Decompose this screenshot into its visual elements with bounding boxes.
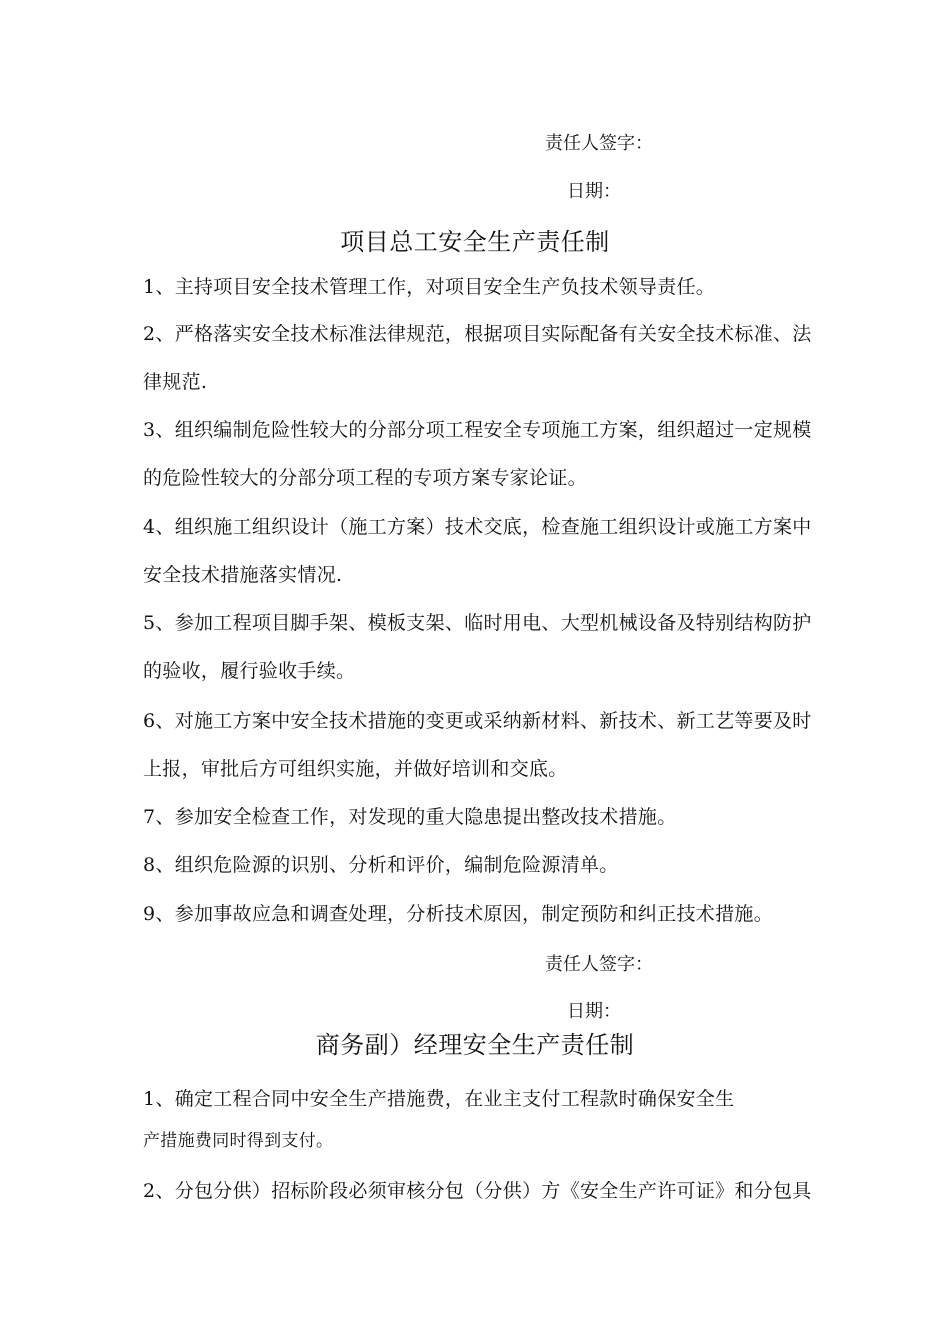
section1-line: 律规范.: [143, 371, 208, 393]
section1-line: 的验收，履行验收手续。: [143, 660, 356, 682]
date-label-section1: 日期：: [567, 1001, 621, 1022]
section1-title: 项目总工安全生产责任制: [340, 228, 610, 256]
section2-title: 商务副）经理安全生产责任制: [315, 1031, 635, 1059]
signature-label-top: 责任人签字：: [545, 133, 653, 154]
section1-line: 2、严格落实安全技术标准法律规范，根据项目实际配备有关安全技术标准、法: [143, 323, 812, 345]
date-label-top: 日期：: [567, 181, 621, 202]
section1-line: 3、组织编制危险性较大的分部分项工程安全专项施工方案，组织超过一定规模: [143, 419, 812, 441]
section1-line: 5、参加工程项目脚手架、模板支架、临时用电、大型机械设备及特别结构防护: [143, 612, 812, 634]
section2-line: 2、分包分供）招标阶段必须审核分包（分供）方《安全生产许可证》和分包具: [143, 1180, 812, 1202]
section1-line: 1、主持项目安全技术管理工作，对项目安全生产负技术领导责任。: [143, 276, 716, 298]
signature-label-section1: 责任人签字：: [545, 954, 653, 975]
section2-line: 产措施费同时得到支付。: [143, 1131, 334, 1151]
section1-line: 的危险性较大的分部分项工程的专项方案专家论证。: [143, 467, 587, 489]
section2-line: 1、确定工程合同中安全生产措施费，在业主支付工程款时确保安全生: [143, 1088, 735, 1110]
section1-line: 7、参加安全检查工作，对发现的重大隐患提出整改技术措施。: [143, 806, 677, 828]
section1-line: 安全技术措施落实情况.: [143, 564, 343, 586]
section1-line: 8、组织危险源的识别、分析和评价，编制危险源清单。: [143, 854, 619, 876]
section1-line: 9、参加事故应急和调查处理，分析技术原因，制定预防和纠正技术措施。: [143, 903, 773, 925]
section1-line: 4、组织施工组织设计（施工方案）技术交底，检查施工组织设计或施工方案中: [143, 516, 812, 538]
section1-line: 上报，审批后方可组织实施，并做好培训和交底。: [143, 758, 568, 780]
section1-line: 6、对施工方案中安全技术措施的变更或采纳新材料、新技术、新工艺等要及时: [143, 710, 812, 732]
